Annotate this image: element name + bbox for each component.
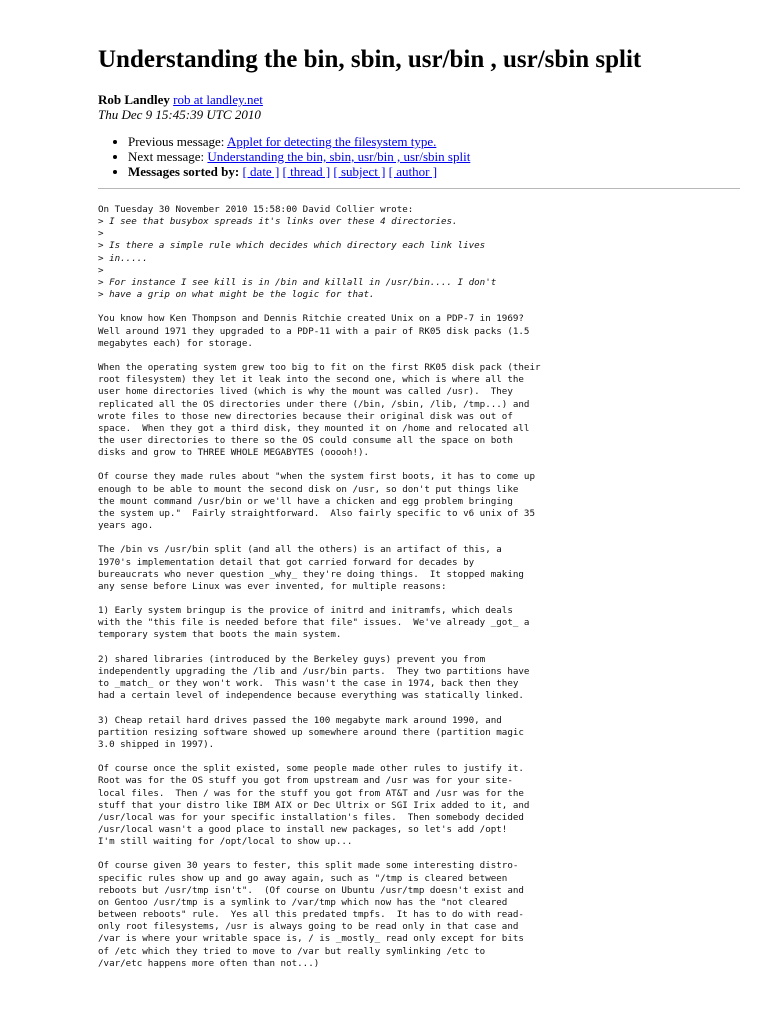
page-title: Understanding the bin, sbin, usr/bin , usr/sbin split <box>98 46 642 73</box>
body-paragraph: Of course they made rules about "when the system first boots, it has to come up enough to be able to mount the second disk on /usr, so don't put things like the mount command /usr/bin or we'll have a chicken and egg problem bringing the system up." Fairly straightforward. Also fairly specific to v6 unix of 35 years ago. <box>98 471 535 532</box>
body-paragraph: 3) Cheap retail hard drives passed the 100 megabyte mark around 1990, and partition resizing software showed up somewhere around there (partition magic 3.0 shipped in 1997). <box>98 714 524 750</box>
author-name: Rob Landley <box>98 92 170 107</box>
message-date: Thu Dec 9 15:45:39 UTC 2010 <box>98 107 261 122</box>
next-message-link[interactable]: Understanding the bin, sbin, usr/bin , usr/sbin split <box>207 149 471 164</box>
message-body <box>98 204 541 970</box>
previous-message-item <box>128 134 470 149</box>
previous-message-label: Previous message: <box>128 134 225 149</box>
body-paragraph: Of course given 30 years to fester, this split made some interesting distro- specific rules show up and go away again, such as "/tmp is cleared between reboots but /usr/tmp isn't". (Of course on Ubuntu /usr/tmp doesn't exist and on Gentoo /usr/tmp is a symlink to /var/tmp which now has the "not cleared between reboots" rule. Yes all this predated tmpfs. It has to do with read- only root filesystems, /usr is always going to be read only in that case and /var is where your writable space is, / is _mostly_ read only except for bits of /etc which they tried to move to /var but really symlinking /etc to /var/etc happens more often than not...) <box>98 860 524 969</box>
sort-by-subject-link[interactable]: [ subject ] <box>333 164 386 179</box>
sort-label: Messages sorted by: <box>128 164 240 179</box>
body-paragraph: The /bin vs /usr/bin split (and all the others) is an artifact of this, a 1970's implementation detail that got carried forward for decades by bureaucrats who never question _why_ they're doing things. It stopped making any sense before Linux was ever invented, for multiple reasons: <box>98 544 524 592</box>
header-divider <box>98 188 740 189</box>
author-line <box>98 92 263 107</box>
body-paragraph: 2) shared libraries (introduced by the Berkeley guys) prevent you from independently upgrading the /lib and /usr/bin parts. They two partitions have to _match_ or they won't work. This wasn't the case in 1974, back then they had a certain level of independence because everything was statically linked. <box>98 653 530 702</box>
sort-options-item <box>128 164 470 179</box>
quoted-text: > I see that busybox spreads it's links over these 4 directories. > > Is there a simple rule which decides which directory each link lives > in..... > > For instance I see kill is in /bin and killall in /usr/bin.... I don't > have a grip on what might be the logic for that. <box>98 216 497 301</box>
sort-by-date-link[interactable]: [ date ] <box>242 164 280 179</box>
author-email-link[interactable]: rob at landley.net <box>173 92 263 107</box>
next-message-label: Next message: <box>128 149 205 164</box>
next-message-item <box>128 149 470 164</box>
body-paragraph: When the operating system grew too big to fit on the first RK05 disk pack (their root filesystem) they let it leak into the second one, which is where all the user home directories lived (which is why the mount was called /usr). They replicated all the OS directories under there (/bin, /sbin, /lib, /tmp...) and wrote files to those new directories because their original disk was out of space. When they got a third disk, they mounted it on /home and relocated all the user directories to there so the OS could consume all the space on both disks and grow to THREE WHOLE MEGABYTES (ooooh!). <box>98 362 541 459</box>
body-paragraph: Of course once the split existed, some people made other rules to justify it. Root was for the OS stuff you got from upstream and /usr was for your site- local files. Then / was for the stuff you got from AT&T and /usr was for the stuff that your distro like IBM AIX or Dec Ultrix or SGI Irix added to it, and /usr/local was for your specific installation's files. Then somebody decided /usr/local wasn't a good place to install new packages, so let's add /opt! I'm still waiting for /opt/local to show up... <box>98 763 530 848</box>
message-navigation <box>98 134 470 179</box>
previous-message-link[interactable]: Applet for detecting the filesystem type. <box>226 134 437 149</box>
sort-by-thread-link[interactable]: [ thread ] <box>282 164 331 179</box>
sort-by-author-link[interactable]: [ author ] <box>388 164 438 179</box>
body-paragraph: You know how Ken Thompson and Dennis Ritchie created Unix on a PDP-7 in 1969? Well around 1971 they upgraded to a PDP-11 with a pair of RK05 disk packs (1.5 megabytes each) for storage. <box>98 313 530 349</box>
quote-intro: On Tuesday 30 November 2010 15:58:00 David Collier wrote: <box>98 204 414 215</box>
body-paragraph: 1) Early system bringup is the provice of initrd and initramfs, which deals with the "this file is needed before that file" issues. We've already _got_ a temporary system that boots the main system. <box>98 605 530 641</box>
